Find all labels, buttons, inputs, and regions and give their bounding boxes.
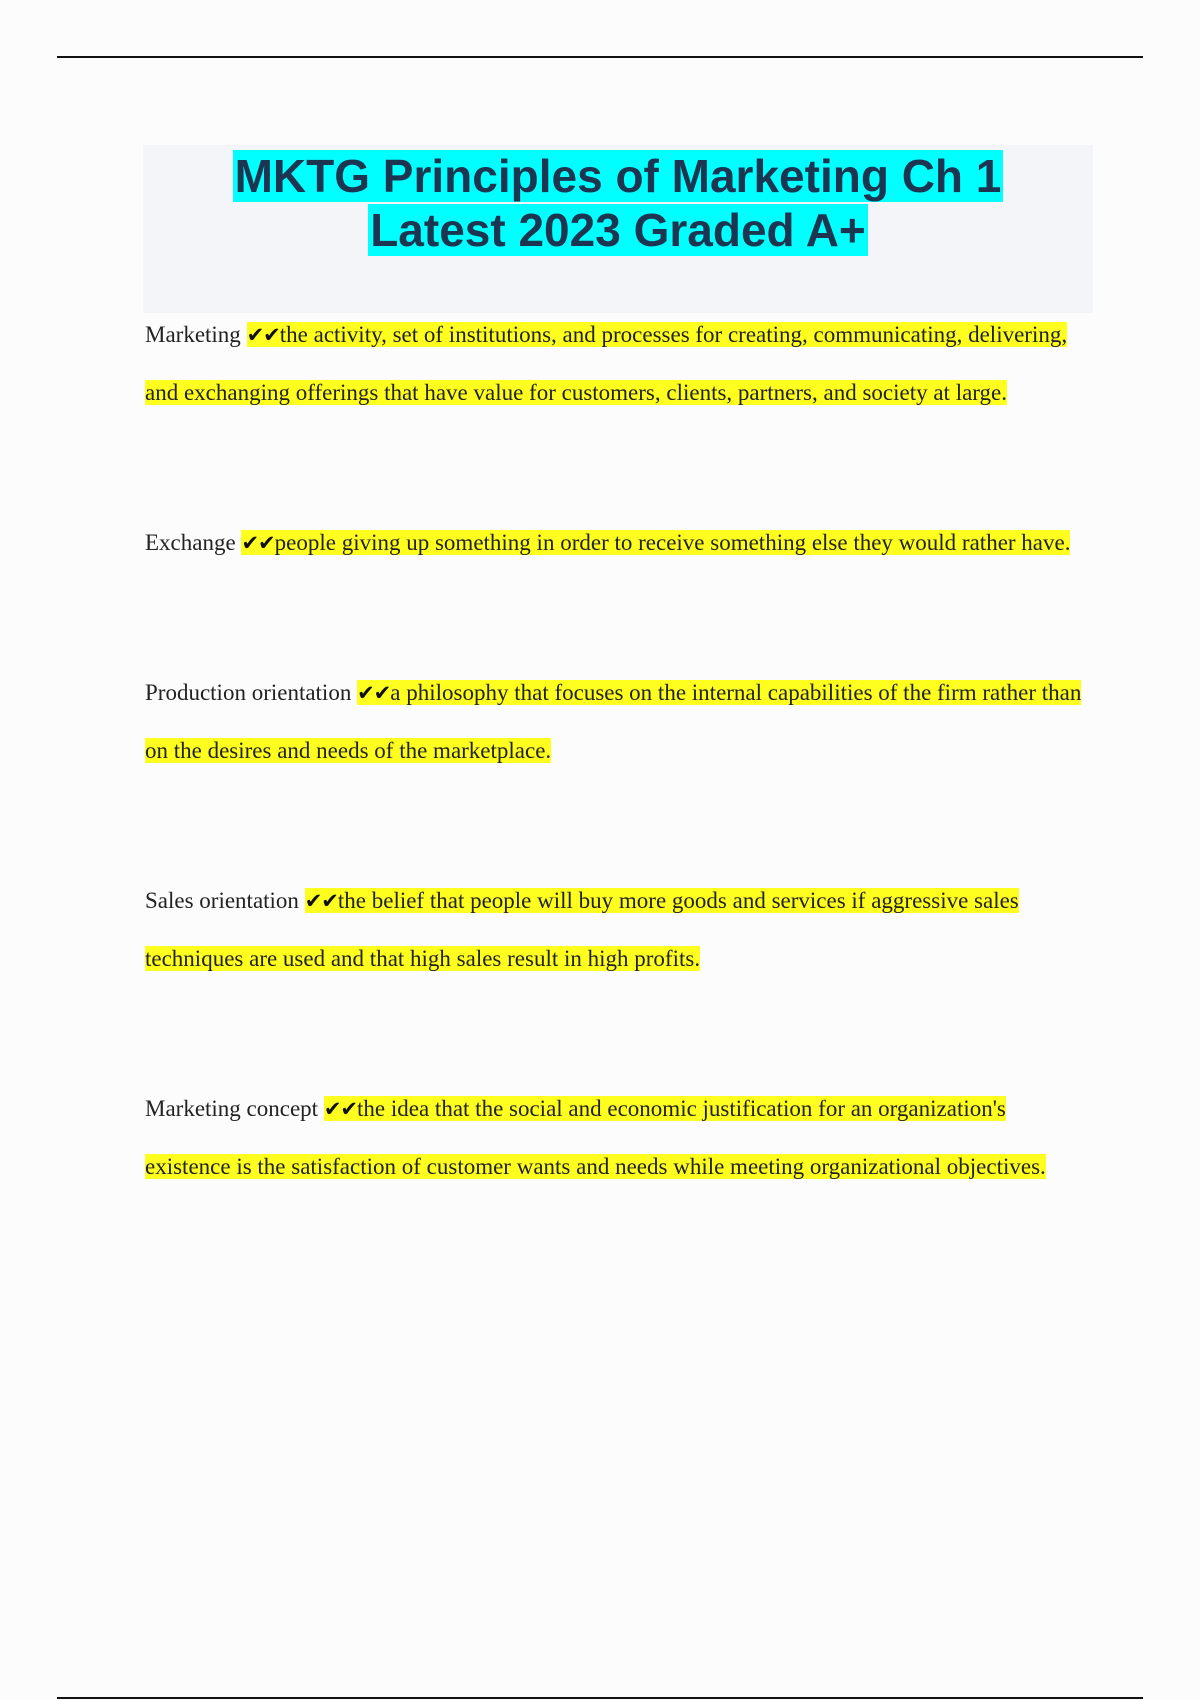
definition-entry bbox=[145, 1080, 1090, 1196]
definition-entry bbox=[145, 664, 1090, 780]
double-check-icon: ✔✔ bbox=[304, 889, 338, 913]
definition-entry bbox=[145, 306, 1090, 422]
entry-definition-text: a philosophy that focuses on the internal capabilities of the firm rather than on the desires and needs of the marketplace. bbox=[145, 680, 1082, 763]
entry-definition-text: the activity, set of institutions, and processes for creating, communicating, delivering, and exchanging offerings that have value for customers, clients, partners, and society at large. bbox=[145, 322, 1068, 405]
page-title bbox=[143, 149, 1093, 203]
definition-entry bbox=[145, 872, 1090, 988]
double-check-icon: ✔✔ bbox=[323, 1097, 358, 1121]
title-line-2: Latest 2023 Graded A+ bbox=[370, 204, 866, 256]
entry-term: Production orientation bbox=[145, 680, 352, 705]
double-check-icon: ✔✔ bbox=[357, 681, 391, 705]
bottom-rule bbox=[57, 1697, 1143, 1699]
double-check-icon: ✔✔ bbox=[241, 531, 275, 555]
definition-entry bbox=[145, 514, 1090, 572]
entry-term: Marketing bbox=[145, 322, 241, 347]
entry-term: Marketing concept bbox=[145, 1096, 319, 1121]
definitions-list bbox=[145, 306, 1090, 1196]
entry-term: Sales orientation bbox=[145, 888, 299, 913]
double-check-icon: ✔✔ bbox=[246, 323, 280, 347]
top-rule bbox=[57, 56, 1143, 58]
entry-term: Exchange bbox=[145, 530, 236, 555]
entry-definition bbox=[241, 530, 1070, 555]
entry-definition-text: the idea that the social and economic justification for an organization's existence is the satisfaction of customer wants and needs while meeting organizational objectives. bbox=[145, 1096, 1046, 1179]
entry-definition bbox=[145, 322, 1067, 405]
page-title-continued bbox=[143, 203, 1093, 257]
entry-definition-text: people giving up something in order to receive something else they would rather have. bbox=[274, 530, 1071, 555]
entry-definition-text: the belief that people will buy more goods and services if aggressive sales techniques are used and that high sales result in high profits. bbox=[145, 888, 1019, 971]
title-block bbox=[143, 145, 1093, 313]
title-line-1: MKTG Principles of Marketing Ch 1 bbox=[234, 150, 1002, 202]
